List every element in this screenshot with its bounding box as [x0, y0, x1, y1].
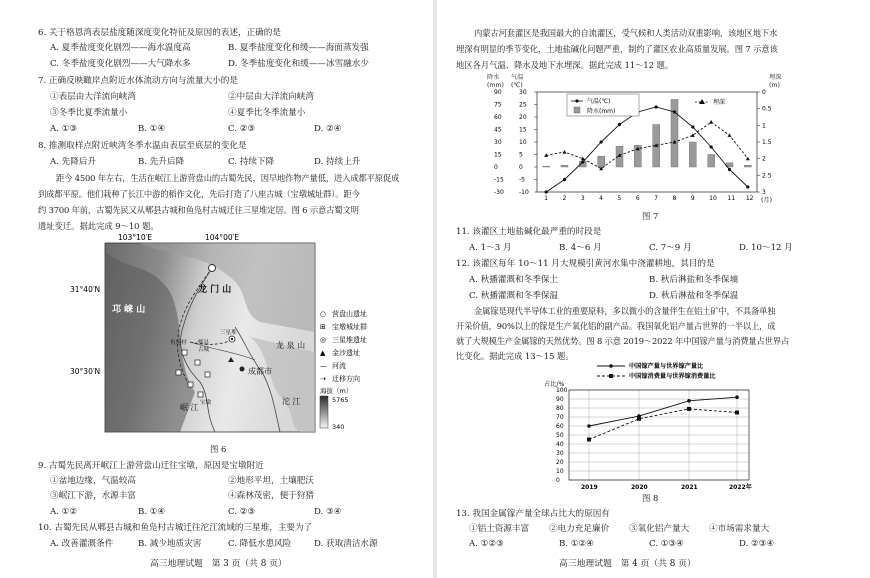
q8-option-b: B. 先升后降: [138, 157, 185, 167]
legend-label-migration: 迁移方向: [332, 375, 360, 383]
elevation-max: 5765: [332, 396, 349, 404]
baodun-site-icon-1: [182, 350, 187, 355]
temp-legend-marker-icon: [575, 99, 578, 102]
fig8-y-tick: 40: [556, 441, 564, 448]
figure-8-chart: [437, 360, 870, 492]
q13-option-d: D. ②③④: [739, 539, 775, 549]
fig8-y-tick: 0: [556, 477, 560, 484]
fig7-temp-tick: 10: [519, 139, 527, 146]
lat-label-north: 31°40′N: [70, 285, 101, 294]
fig8-x-label: 2022年: [729, 484, 752, 491]
elevation-color-bar: [320, 396, 328, 428]
map-legend: [320, 309, 367, 431]
fig8-x-labels: [581, 483, 752, 491]
fig7-depth-point: [709, 120, 713, 124]
label-qionglai: 邛 崃 山: [112, 305, 146, 315]
fig7-depth-tick: 1: [762, 122, 766, 130]
fig7-month-label: 2: [562, 195, 567, 202]
fig8-y-tick: 30: [556, 450, 564, 457]
figure-6-caption: 图 6: [210, 444, 227, 454]
q12-option-a: A. 秋播灌溉和冬季保土: [469, 275, 559, 285]
legend-symbol-yingpanshan: ○: [320, 310, 327, 318]
r-intro2-line-2: 开采价值，90%以上的镓是生产氧化铝的副产品。我国氧化铝产量占世界的一半以上，成: [456, 321, 776, 331]
fig7-precip-tick: 90: [494, 89, 502, 96]
fig8-y-tick: 50: [556, 432, 564, 439]
legend-symbol-river: —: [320, 362, 327, 370]
figure-7-chart: [437, 72, 870, 212]
fig7-precip-bar: [744, 165, 751, 167]
fig7-right-ticks: [757, 89, 772, 196]
legend-label-sanxingdui: 三星堆遗址: [332, 336, 367, 344]
fig7-temp-series: [545, 105, 750, 193]
q6-option-d: D. 冬季盐度变化和缓——冰雪融水少: [228, 59, 369, 69]
q13-item-2: ②电力充足廉价: [549, 524, 610, 534]
r-intro-line-2: 埋深有明显的季节变化，土地盐碱化问题严重，制约了灌区农业高质量发展。图 7 示意该: [456, 44, 778, 54]
q9-item-4: ④森林茂密，便于狩猎: [228, 491, 314, 501]
fig7-depth-point: [746, 157, 750, 161]
fig7-precip-bar: [708, 155, 715, 168]
fig7-depth-tick: 0.5: [762, 105, 772, 113]
elevation-legend-title: 海拔（m）: [320, 387, 353, 395]
depth-legend-marker-icon: [699, 99, 705, 104]
consumption-legend-marker-icon: [609, 374, 613, 378]
fig7-precip-tick: 60: [494, 114, 502, 121]
fig7-depth-line: [546, 122, 748, 169]
fig7-legend-temp: 气温(℃): [587, 98, 611, 105]
intro-line-2: 到成都平原。他们栽种了长江中游的稻作文化，先后打造了八座古城（宝墩城址群）。距今: [38, 189, 360, 199]
fig7-temp-point: [673, 110, 676, 113]
fig7-month-unit: (月): [761, 197, 773, 204]
production-legend-marker-icon: [609, 364, 613, 368]
fig7-temp-tick: 15: [519, 126, 527, 134]
baodun-site-icon-6: [198, 392, 203, 397]
fig7-depth-series: [544, 120, 750, 170]
page-3: [0, 0, 432, 578]
fig7-temp-label: 气温: [511, 74, 524, 81]
q8-option-c: C. 持续下降: [228, 157, 275, 167]
lon-label-west: 103°10′E: [118, 233, 153, 242]
q13-item-3: ③氧化铝产量大: [629, 524, 690, 534]
q13-item-4: ④市场需求量大: [709, 524, 770, 534]
page-4-footer: 高三地理试题 第 4 页（共 8 页）: [559, 559, 696, 569]
fig7-precip-bar: [689, 142, 696, 167]
page-4: [437, 0, 870, 578]
fig7-precip-label: 降水: [487, 74, 500, 81]
q9-item-2: ②地形平坦，土壤肥沃: [228, 476, 314, 486]
fig8-y-tick: 60: [556, 423, 564, 430]
legend-symbol-sanxingdui: ◎: [320, 336, 327, 344]
legend-label-baodun: 宝墩城址群: [332, 323, 367, 331]
fig7-precip-tick: -15: [494, 176, 504, 184]
q9-option-a: A. ①②: [50, 507, 78, 517]
fig7-temp-point: [746, 185, 749, 188]
lon-label-east: 104°00′E: [205, 233, 240, 242]
intro-line-4: 遗址变迁。据此完成 9～10 题。: [38, 221, 159, 231]
q12-stem: 12. 该灌区每年 10～11 月大规模引黄河水集中浇灌耕地，其目的是: [456, 259, 715, 269]
q11-stem: 11. 该灌区土地盐碱化最严重的时段是: [456, 227, 602, 237]
legend-symbol-migration: ⇢: [320, 375, 326, 383]
fig7-temp-tick: 25: [519, 101, 527, 109]
q13-option-c: C. ①③④: [649, 539, 684, 549]
q13-item-1: ①铝土资源丰富: [469, 524, 530, 534]
label-chengdu: 成都市: [248, 367, 272, 376]
q10-option-d: D. 获取清洁水源: [314, 539, 378, 549]
q9-option-b: B. ①④: [138, 507, 166, 517]
label-pixian: 郫县: [198, 340, 210, 346]
fig8-production-point: [587, 424, 591, 428]
fig8-production-point: [735, 395, 739, 399]
label-longquan: 龙 泉 山: [276, 341, 306, 350]
label-baodun: 宝墩: [200, 400, 212, 406]
fig7-precip-tick: 30: [494, 139, 502, 146]
q12-option-b: B. 秋后淋盐和冬季保墒: [649, 275, 739, 285]
fig7-month-label: 12: [745, 195, 754, 202]
label-sanxingdui: 三星堆: [220, 330, 237, 336]
q13-option-a: A. ①②③: [469, 539, 504, 549]
fig7-depth-tick: 1.5: [762, 139, 772, 146]
baodun-site-icon-2: [195, 360, 200, 365]
q10-option-a: A. 改善灌溉条件: [50, 539, 114, 549]
fig7-depth-unit: (m): [769, 82, 780, 89]
fig7-temp-point: [655, 105, 658, 108]
q6-option-a: A. 夏季盐度变化剧烈——海水温度高: [50, 43, 191, 53]
fig7-depth-tick: 3: [762, 189, 766, 196]
precip-legend-swatch-icon: [574, 107, 580, 113]
q12-option-c: C. 秋播灌溉和冬季保温: [469, 291, 559, 301]
fig7-temp-point: [581, 160, 584, 163]
fig7-depth-tick: 2: [762, 155, 766, 163]
fig8-legend-consumption: 中国镓消费量与世界镓消费量比: [629, 373, 716, 380]
fig7-precip-tick: 0: [494, 164, 498, 171]
fig8-production-point: [687, 399, 691, 403]
fig7-month-label: 1: [544, 195, 548, 202]
fig7-temp-tick: 5: [519, 151, 523, 159]
q7-item-1: ①表层由大洋流向峡湾: [50, 92, 136, 102]
q7-item-2: ②中层由大洋流向峡湾: [228, 92, 314, 102]
fig8-grid: [569, 390, 749, 480]
fig8-consumption-point: [687, 407, 691, 411]
fig7-precip-unit: (mm): [487, 82, 504, 89]
legend-symbol-baodun: ⊞: [320, 323, 326, 331]
fig8-y-ticks: [556, 387, 568, 484]
fig7-temp-point: [600, 140, 603, 143]
fig8-x-label: 2019: [581, 484, 598, 491]
fig7-month-label: 4: [599, 195, 603, 202]
page-3-footer: 高三地理试题 第 3 页（共 8 页）: [150, 559, 287, 569]
fig7-precip-bar: [561, 165, 568, 167]
q7-item-4: ④夏季比冬季流量小: [228, 108, 306, 118]
fig7-month-label: 7: [654, 195, 658, 202]
fig7-legend: [567, 94, 725, 116]
fig8-y-tick: 10: [556, 468, 564, 475]
q12-option-d: D. 秋后淋盐和冬季保温: [649, 291, 739, 301]
fig8-y-tick: 100: [556, 387, 568, 394]
lat-label-south: 30°30′N: [70, 367, 101, 376]
q7-item-3: ③冬季比夏季流量小: [50, 108, 128, 118]
q11-option-a: A. 1～3 月: [469, 243, 512, 253]
fig7-temp-tick: 0: [519, 164, 523, 171]
fig8-consumption-point: [587, 438, 591, 442]
q10-option-b: B. 减少地质灾害: [138, 539, 202, 549]
fig8-y-unit: 占比/%: [544, 381, 565, 388]
fig7-depth-tick: 2.5: [762, 172, 772, 180]
fig8-production-line: [589, 397, 737, 426]
yingpanshan-site-icon: [209, 265, 216, 272]
figure-7-caption: 图 7: [642, 211, 659, 221]
elevation-min: 340: [332, 423, 345, 431]
fig7-month-label: 5: [617, 195, 622, 202]
figure-8-caption: 图 8: [642, 493, 659, 503]
intro-line-1: 距今 4500 年左右，生活在岷江上游营盘山的古蜀先民，因早地作物产量低，进入成都平原促成: [56, 173, 400, 183]
q9-stem: 9. 古蜀先民离开岷江上游营盘山迁往宝墩，原因是宝墩附近: [38, 461, 264, 471]
fig7-temp-unit: (℃): [511, 82, 523, 89]
label-tuojiang: 沱 江: [282, 397, 301, 406]
fig7-temp-tick: 30: [519, 89, 527, 96]
fig8-x-label: 2020: [631, 484, 648, 491]
fig7-month-label: 6: [635, 195, 640, 202]
q11-option-d: D. 10～12 月: [739, 243, 793, 253]
fig7-month-label: 11: [727, 195, 736, 202]
fig7-left-ticks: [494, 89, 537, 196]
fig7-temp-tick: -10: [519, 189, 529, 196]
q11-option-c: C. 7～9 月: [649, 243, 692, 253]
fig8-series: [587, 395, 739, 441]
fig7-temp-tick: -5: [519, 176, 525, 184]
fig7-month-label: 3: [580, 195, 585, 202]
fig7-month-label: 9: [690, 195, 695, 202]
fig7-month-label: 10: [709, 195, 717, 202]
baodun-site-icon-5: [176, 370, 181, 375]
baodun-site-icon-4: [188, 382, 193, 387]
fig7-legend-precip: 降水(mm): [587, 108, 616, 115]
fig7-precip-bar: [671, 100, 678, 168]
baodun-site-icon-3: [205, 372, 210, 377]
fig8-y-tick: 90: [556, 396, 564, 403]
r-intro2-line-3: 就了大规模生产金属镓的天然优势。图 8 示意 2019～2022 年中国镓产量与消费量占世界占: [456, 336, 790, 346]
legend-label-jinsha: 金沙遗址: [332, 349, 360, 357]
fig7-temp-tick: 20: [519, 114, 527, 121]
fig8-consumption-point: [735, 411, 739, 415]
q8-option-a: A. 先降后升: [50, 157, 97, 167]
fig7-precip-tick: 75: [494, 101, 502, 109]
fig7-precip-tick: 15: [494, 151, 502, 159]
fig7-depth-tick: 0: [762, 89, 766, 96]
q6-option-b: B. 夏季盐度变化和缓——海面蒸发强: [228, 43, 369, 53]
q9-item-1: ①盆地边缘，气温较高: [50, 476, 136, 486]
fig7-temp-point: [545, 190, 548, 193]
intro-line-3: 约 3700 年前，古蜀先民又从郫县古城和鱼凫村古城迁往三星堆定居。图 6 示意古蜀文明: [38, 205, 359, 215]
figure-6-map: [0, 232, 432, 442]
fig7-precip-tick: 45: [494, 126, 502, 134]
q9-option-d: D. ③④: [314, 507, 342, 517]
fig8-legend: [597, 362, 716, 380]
fig7-precip-bar: [543, 166, 550, 167]
q8-stem: 8. 推测取样点附近峡湾冬季水温由表层至底层的变化是: [38, 141, 247, 151]
q6-stem: 6. 关于格恩湾表层盐度随深度变化特征及原因的表述，正确的是: [38, 28, 281, 38]
label-gucheng: 古城: [198, 347, 210, 353]
fig7-legend-depth: 埋深: [713, 99, 726, 106]
label-yufu: 鱼凫村: [170, 340, 187, 346]
fig7-temp-point: [618, 123, 621, 126]
chengdu-city-icon: [240, 367, 245, 372]
legend-label-river: 河流: [332, 362, 346, 370]
legend-symbol-jinsha: ▲: [320, 349, 326, 357]
q9-item-3: ③岷江下游，水源丰富: [50, 491, 136, 501]
fig7-temp-point: [710, 145, 713, 148]
fig7-depth-point: [728, 133, 732, 137]
r-intro2-line-1: 金属镓是现代半导体工业的重要原料，多以微小的含量伴生在铝土矿中，不具备单独: [474, 306, 776, 316]
q7-option-d: D. ②④: [314, 124, 342, 134]
fig7-temp-line: [546, 107, 748, 192]
q9-option-c: C. ②③: [228, 507, 256, 517]
r-intro-line-1: 内蒙古河套灌区是我国最大的自流灌区，受气候和人类活动双重影响，该地区地下水: [474, 28, 778, 38]
fig8-consumption-point: [637, 417, 641, 421]
legend-label-yingpanshan: 营盘山遗址: [332, 310, 367, 318]
q11-option-b: B. 4～6 月: [559, 243, 602, 253]
r-intro2-line-4: 比变化。据此完成 13～15 题。: [456, 351, 574, 361]
label-longmen: 龙 门 山: [198, 285, 232, 295]
q7-option-a: A. ①③: [50, 124, 78, 134]
fig8-y-tick: 70: [556, 414, 564, 421]
fig8-y-tick: 80: [556, 405, 564, 412]
fig8-y-tick: 20: [556, 459, 564, 466]
q7-stem: 7. 正确反映瞰岸点附近水体流动方向与流量大小的是: [38, 76, 238, 86]
q6-option-c: C. 冬季盐度变化剧烈——大气降水多: [50, 59, 191, 69]
fig7-precip-bar: [598, 156, 605, 167]
q7-option-b: B. ①④: [138, 124, 166, 134]
q13-option-b: B. ①②④: [559, 539, 594, 549]
q8-option-d: D. 持续上升: [314, 157, 361, 167]
q10-option-c: C. 降低水患风险: [228, 539, 292, 549]
q7-option-c: C. ②③: [228, 124, 256, 134]
fig7-precip-tick: -30: [494, 189, 504, 196]
label-minjiang: 岷 江: [180, 403, 199, 412]
q10-stem: 10. 古蜀先民从郫县古城和鱼凫村古城迁往沱江流域的三星堆，主要为了: [38, 523, 313, 533]
r-intro-line-3: 地区各月气温、降水及地下水埋深。据此完成 11～12 题。: [456, 60, 674, 70]
fig8-x-label: 2021: [681, 484, 698, 491]
fig7-month-label: 8: [672, 195, 677, 202]
fig7-temp-point: [563, 178, 566, 181]
fig7-temp-point: [728, 168, 731, 171]
fig7-month-labels: [544, 195, 753, 202]
fig7-temp-point: [691, 125, 694, 128]
fig7-depth-label: 埋深: [769, 74, 782, 81]
fig8-legend-production: 中国镓产量与世界镓产量比: [629, 363, 704, 370]
q13-stem: 13. 我国金属镓产量全球占比大的原因有: [456, 509, 610, 519]
